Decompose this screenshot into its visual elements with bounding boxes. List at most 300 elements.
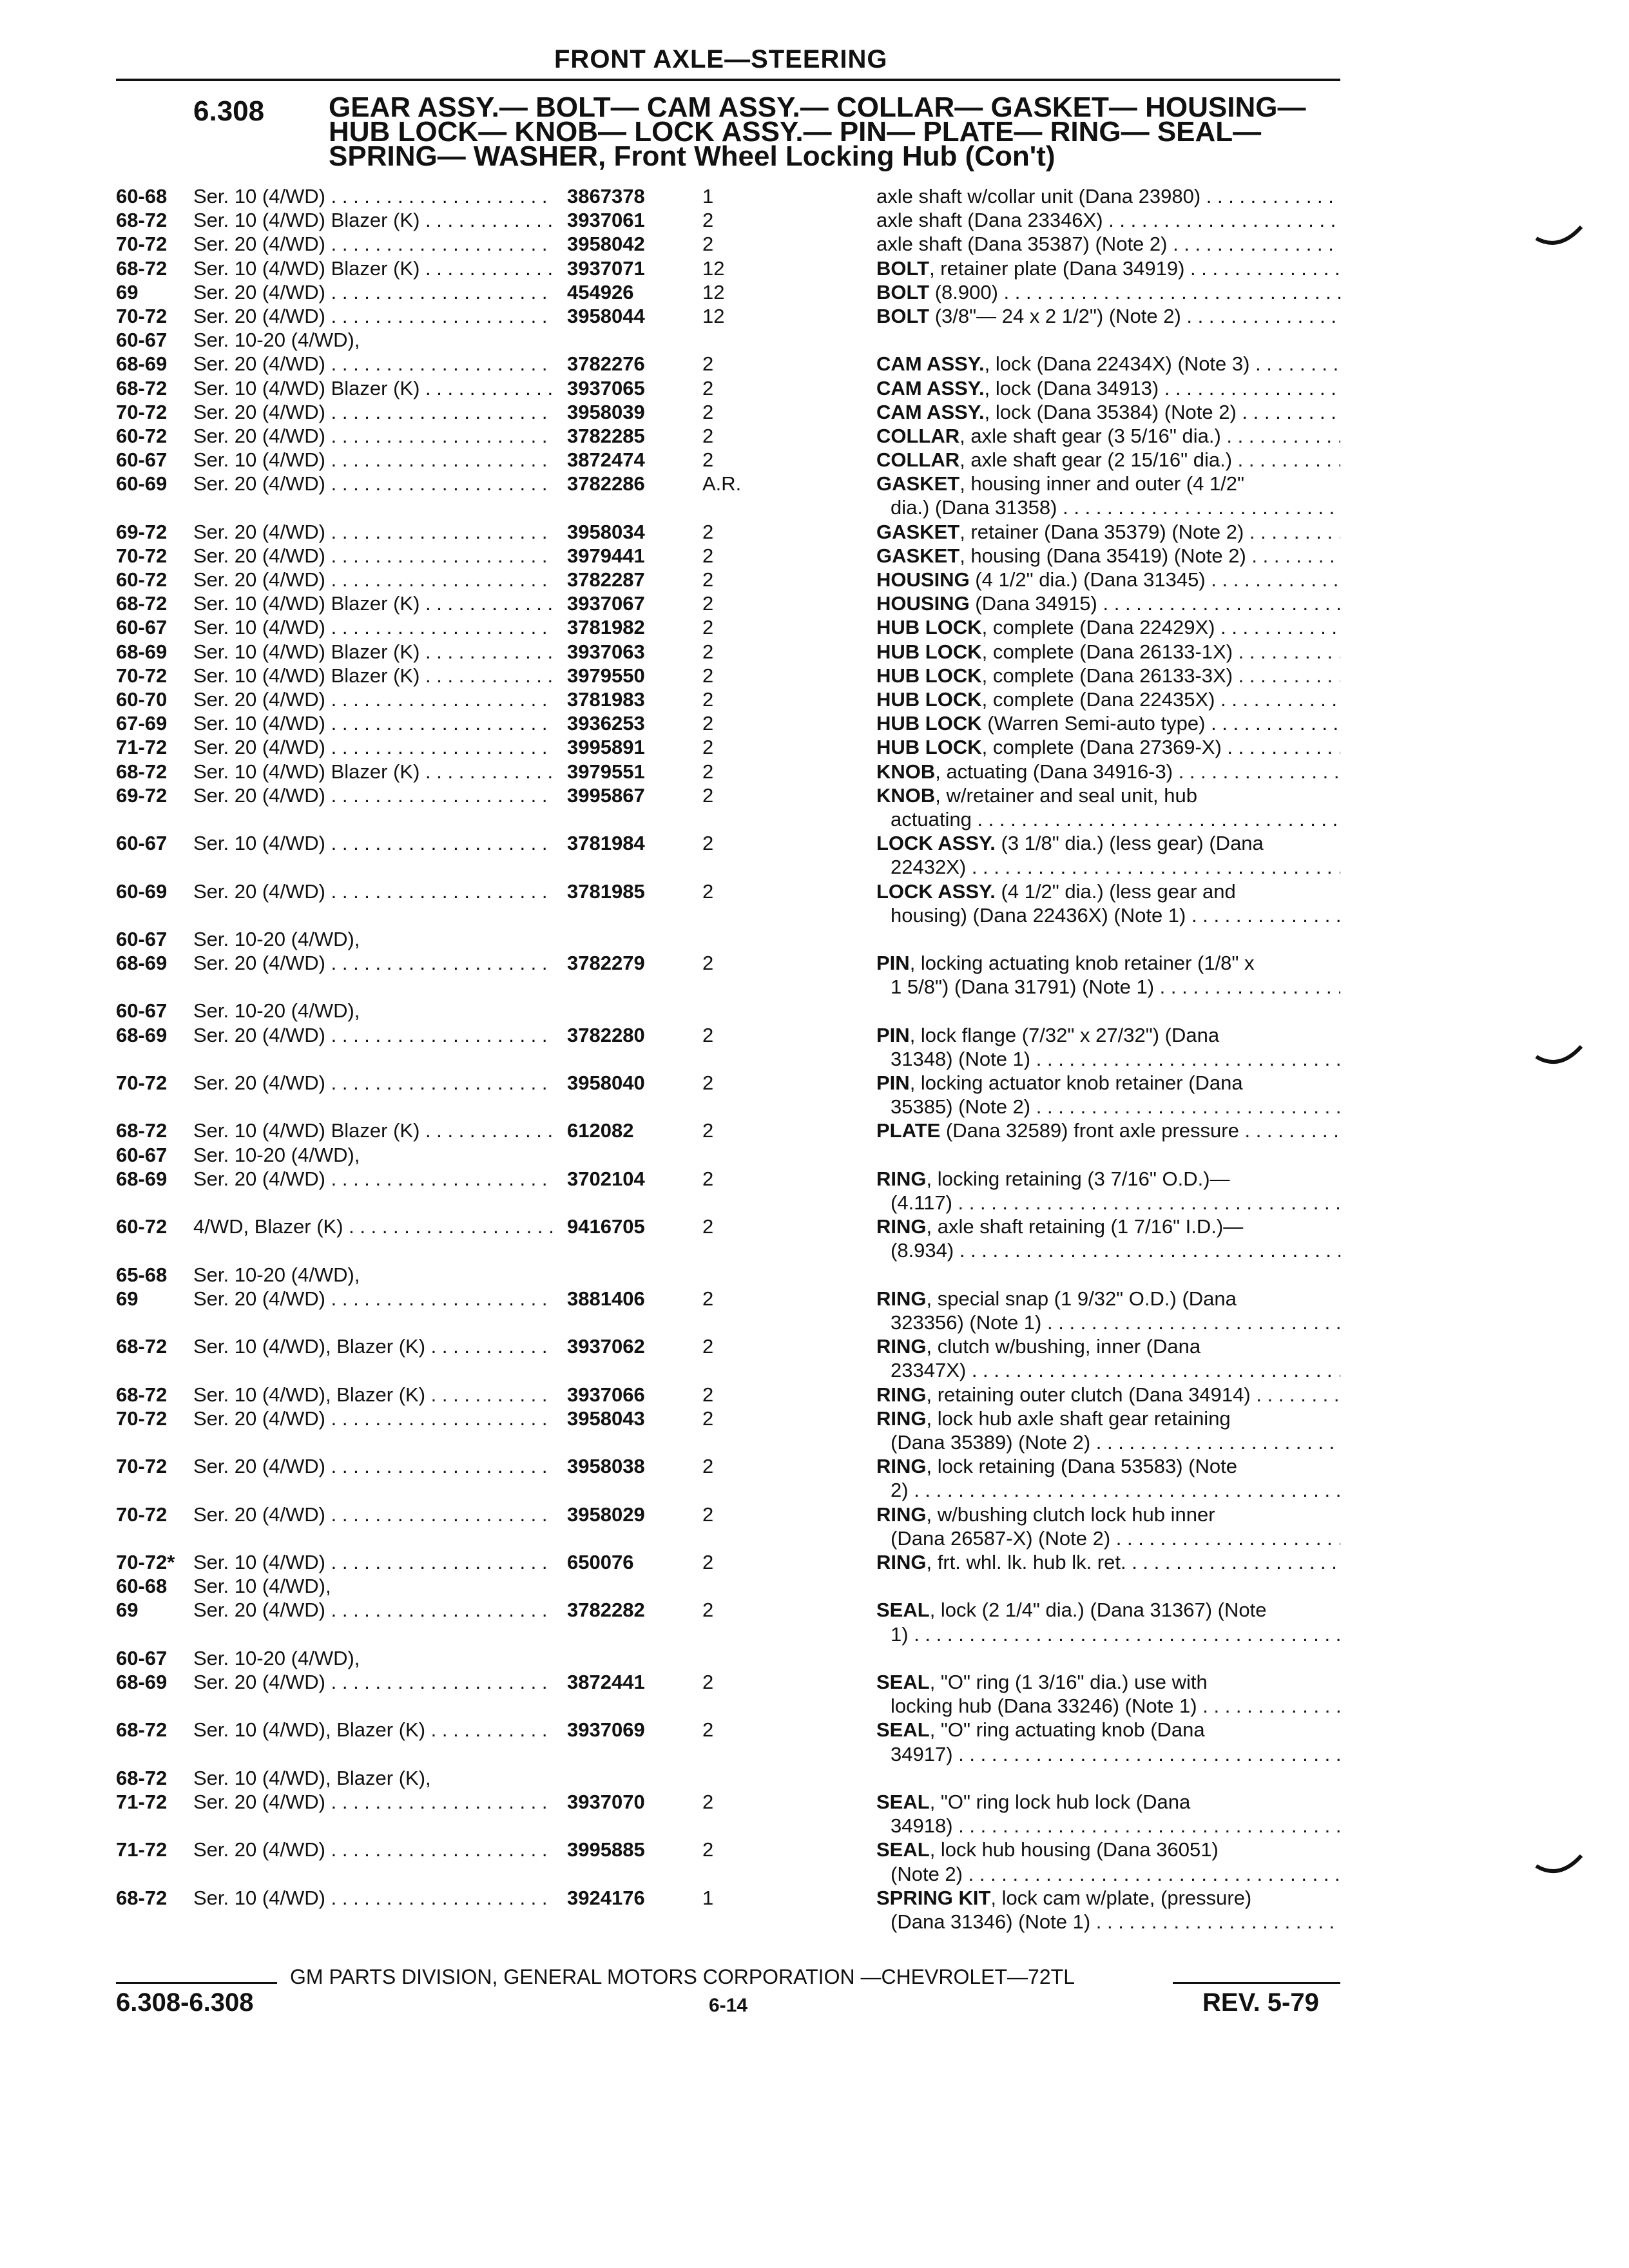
part-number: 3995891 xyxy=(567,736,645,759)
description-text: , frt. whl. lk. hub lk. ret. xyxy=(926,1550,1126,1573)
part-description xyxy=(876,1454,1340,1502)
description-text: 1 5/8") (Dana 31791) (Note 1) xyxy=(891,975,1155,999)
part-year: 69 xyxy=(116,280,139,303)
part-year: 68-72 xyxy=(116,760,168,783)
part-quantity: A.R. xyxy=(702,472,742,495)
part-quantity: 2 xyxy=(702,1599,714,1622)
part-model xyxy=(193,1790,554,1814)
description-line xyxy=(876,184,1340,208)
description-line xyxy=(876,615,1340,639)
part-name: HOUSING xyxy=(876,568,970,591)
part-year: 60-67 xyxy=(116,999,168,1023)
part-year: 60-67 xyxy=(116,1143,168,1166)
part-model-text: Ser. 20 (4/WD) xyxy=(193,304,325,327)
part-quantity: 12 xyxy=(702,304,725,327)
part-model xyxy=(193,400,554,424)
part-quantity: 2 xyxy=(702,352,714,376)
part-quantity: 2 xyxy=(702,544,714,567)
description-line xyxy=(876,1862,1340,1886)
part-description xyxy=(876,879,1340,927)
part-model-text: Ser. 10-20 (4/WD), xyxy=(193,329,360,352)
description-text: 23347X) xyxy=(891,1359,967,1382)
part-entry xyxy=(116,783,1340,831)
part-description xyxy=(876,831,1340,879)
margin-check-mark xyxy=(1534,1037,1585,1076)
part-model xyxy=(193,1550,554,1574)
part-entry xyxy=(116,1119,1340,1142)
part-entry xyxy=(116,1766,1340,1838)
description-line xyxy=(876,448,1340,472)
part-year: 60-68 xyxy=(116,1575,168,1598)
part-number: 3702104 xyxy=(567,1167,645,1190)
footer-publisher: GM PARTS DIVISION, GENERAL MOTORS CORPORATION —CHEVROLET—72TL xyxy=(290,1965,1075,1988)
part-number: 3937063 xyxy=(567,640,645,663)
part-name: GASKET xyxy=(876,520,960,543)
part-entry xyxy=(116,1071,1340,1119)
description-text: , locking actuator knob retainer (Dana xyxy=(909,1072,1243,1095)
part-description xyxy=(876,735,1340,759)
part-number: 9416705 xyxy=(567,1215,645,1238)
description-text: (Dana 26587-X) (Note 2) xyxy=(891,1526,1111,1550)
part-model-text: Ser. 10-20 (4/WD), xyxy=(193,999,360,1023)
part-description xyxy=(876,232,1340,256)
part-model xyxy=(193,424,554,448)
description-text: , housing (Dana 35419) (Note 2) xyxy=(959,544,1246,567)
part-model-text: Ser. 10 (4/WD) Blazer (K) xyxy=(193,256,420,280)
part-entry xyxy=(116,280,1340,304)
part-number: 3781984 xyxy=(567,832,645,855)
part-year: 69 xyxy=(116,1599,139,1622)
part-description xyxy=(876,1550,1340,1574)
part-entry xyxy=(116,760,1340,783)
part-entry xyxy=(116,664,1340,687)
part-year: 70-72 xyxy=(116,544,168,567)
part-model xyxy=(193,591,554,615)
part-entry xyxy=(116,424,1340,448)
part-model xyxy=(193,1766,554,1790)
part-number: 3937065 xyxy=(567,376,645,399)
section-title-line: HUB LOCK— KNOB— LOCK ASSY.— PIN— PLATE— RING— SEAL— xyxy=(329,116,1262,148)
description-text: axle shaft w/collar unit (Dana 23980) xyxy=(876,185,1201,207)
part-description xyxy=(876,760,1340,783)
part-year: 68-72 xyxy=(116,1119,168,1142)
part-number: 3979551 xyxy=(567,760,645,783)
part-quantity: 12 xyxy=(702,256,725,280)
part-model-text: Ser. 10 (4/WD) xyxy=(193,712,325,735)
description-line xyxy=(876,1287,1340,1311)
part-quantity: 2 xyxy=(702,424,714,447)
description-line xyxy=(876,328,1340,352)
part-model xyxy=(193,1287,554,1311)
part-name: HUB LOCK xyxy=(876,640,982,663)
part-number: 3958040 xyxy=(567,1072,645,1095)
part-year: 71-72 xyxy=(116,736,168,759)
part-model-text: Ser. 10 (4/WD) Blazer (K) xyxy=(193,760,420,783)
description-line xyxy=(876,999,1340,1023)
description-line xyxy=(876,711,1340,735)
part-year: 67-69 xyxy=(116,712,168,735)
part-number: 3782282 xyxy=(567,1599,645,1622)
part-model xyxy=(193,352,554,376)
part-description xyxy=(876,520,1340,544)
part-year: 68-72 xyxy=(116,1766,168,1789)
part-model xyxy=(193,687,554,711)
part-description xyxy=(876,376,1340,400)
description-line xyxy=(876,1454,1340,1478)
part-model-text: Ser. 20 (4/WD) xyxy=(193,1287,325,1310)
part-number: 3937066 xyxy=(567,1383,645,1406)
part-name: GASKET xyxy=(876,544,960,567)
part-model-text: Ser. 10 (4/WD) xyxy=(193,616,325,639)
description-line xyxy=(876,1718,1340,1742)
description-text: , retainer plate (Dana 34919) xyxy=(929,256,1185,280)
part-description xyxy=(876,1766,1340,1838)
part-model-text: Ser. 20 (4/WD) xyxy=(193,1790,325,1813)
description-line xyxy=(876,1263,1340,1287)
part-model xyxy=(193,1334,554,1358)
description-line xyxy=(876,1694,1340,1718)
description-text: (Note 2) xyxy=(891,1862,963,1885)
part-description xyxy=(876,1646,1340,1718)
part-model xyxy=(193,760,554,783)
part-model-text: Ser. 20 (4/WD) xyxy=(193,424,325,447)
part-year: 60-72 xyxy=(116,568,168,591)
part-entry xyxy=(116,1215,1340,1262)
description-line xyxy=(876,903,1340,927)
section-number: 6.308 xyxy=(193,95,265,127)
part-name: LOCK ASSY. xyxy=(876,879,996,903)
part-year: 69-72 xyxy=(116,783,168,807)
part-entry xyxy=(116,520,1340,544)
part-model xyxy=(193,711,554,735)
parts-list xyxy=(116,184,1340,1934)
description-line xyxy=(876,1215,1340,1238)
part-description xyxy=(876,1574,1340,1646)
part-model xyxy=(193,256,554,280)
margin-check-mark xyxy=(1534,1848,1585,1887)
part-name: CAM ASSY. xyxy=(876,400,985,423)
part-description xyxy=(876,711,1340,735)
part-model-text: Ser. 20 (4/WD) xyxy=(193,472,325,495)
part-model xyxy=(193,951,554,975)
description-text: , housing inner and outer (4 1/2" xyxy=(959,472,1245,495)
description-text: dia.) (Dana 31358) xyxy=(891,496,1057,519)
part-model xyxy=(193,1143,554,1167)
part-model xyxy=(193,1886,554,1910)
part-year: 68-69 xyxy=(116,952,168,975)
description-line xyxy=(876,400,1340,424)
part-name: CAM ASSY. xyxy=(876,352,985,376)
part-model xyxy=(193,664,554,687)
description-line xyxy=(876,495,1340,519)
part-quantity: 1 xyxy=(702,185,714,207)
part-quantity: 2 xyxy=(702,1455,714,1478)
part-entry xyxy=(116,184,1340,208)
part-model xyxy=(193,1838,554,1861)
part-name: HUB LOCK xyxy=(876,616,982,639)
part-model-text: Ser. 10-20 (4/WD), xyxy=(193,927,360,950)
part-quantity: 2 xyxy=(702,376,714,399)
part-quantity: 2 xyxy=(702,233,714,256)
part-model xyxy=(193,208,554,232)
part-model xyxy=(193,927,554,951)
part-quantity: 2 xyxy=(702,1503,714,1526)
part-quantity: 2 xyxy=(702,1838,714,1861)
description-text: , axle shaft gear (3 5/16" dia.) xyxy=(959,424,1221,447)
part-number: 3867378 xyxy=(567,185,645,207)
part-entry xyxy=(116,615,1340,639)
part-year: 60-69 xyxy=(116,879,168,903)
description-line xyxy=(876,376,1340,400)
description-text: 323356) (Note 1) xyxy=(891,1311,1042,1334)
description-line xyxy=(876,1646,1340,1670)
description-text: (8.934) xyxy=(891,1239,954,1262)
part-entry xyxy=(116,879,1340,927)
part-model xyxy=(193,879,554,903)
part-description xyxy=(876,1838,1340,1885)
part-model-text: Ser. 10 (4/WD), Blazer (K) xyxy=(193,1718,426,1742)
part-quantity: 2 xyxy=(702,1215,714,1238)
part-name: GASKET xyxy=(876,472,960,495)
part-number: 3881406 xyxy=(567,1287,645,1310)
description-text: (8.900) xyxy=(929,280,998,303)
description-text: (Dana 34915) xyxy=(969,592,1097,615)
part-model xyxy=(193,831,554,855)
part-model-text: Ser. 20 (4/WD) xyxy=(193,352,325,376)
footer-rule-right xyxy=(1173,1982,1340,1984)
part-quantity: 2 xyxy=(702,1407,714,1430)
part-number: 3782280 xyxy=(567,1023,645,1046)
part-name: KNOB xyxy=(876,783,936,807)
part-quantity: 2 xyxy=(702,687,714,711)
part-name: BOLT xyxy=(876,280,930,303)
part-year: 60-69 xyxy=(116,472,168,495)
part-model-text: Ser. 10 (4/WD) Blazer (K) xyxy=(193,640,420,663)
part-number: 3782276 xyxy=(567,352,645,376)
part-entry xyxy=(116,1383,1340,1407)
description-text: , complete (Dana 22429X) xyxy=(981,616,1215,639)
part-name: RING xyxy=(876,1167,927,1190)
part-description xyxy=(876,1407,1340,1454)
part-number: 3958034 xyxy=(567,520,645,543)
part-model xyxy=(193,615,554,639)
part-description xyxy=(876,687,1340,711)
footer-revision: REV. 5-79 xyxy=(1202,1988,1319,2017)
description-line xyxy=(876,1119,1340,1142)
part-entry xyxy=(116,448,1340,472)
description-line xyxy=(876,424,1340,448)
part-description xyxy=(876,1718,1340,1765)
description-line xyxy=(876,232,1340,256)
part-year: 70-72 xyxy=(116,1503,168,1526)
part-entry xyxy=(116,208,1340,232)
part-quantity: 2 xyxy=(702,1550,714,1573)
part-quantity: 2 xyxy=(702,783,714,807)
part-year: 70-72* xyxy=(116,1550,175,1573)
part-entry xyxy=(116,568,1340,591)
part-number: 3782287 xyxy=(567,568,645,591)
part-number: 3995867 xyxy=(567,783,645,807)
description-text: , retainer (Dana 35379) (Note 2) xyxy=(959,520,1244,543)
part-model xyxy=(193,735,554,759)
description-line xyxy=(876,1095,1340,1119)
description-text: locking hub (Dana 33246) (Note 1) xyxy=(891,1695,1197,1718)
part-model-text: Ser. 20 (4/WD) xyxy=(193,1670,325,1693)
description-line xyxy=(876,1383,1340,1407)
description-line xyxy=(876,1311,1340,1334)
part-description xyxy=(876,1334,1340,1382)
part-name: RING xyxy=(876,1335,927,1358)
description-line xyxy=(876,520,1340,544)
part-entry xyxy=(116,1886,1340,1934)
part-name: SEAL xyxy=(876,1718,930,1742)
part-entry xyxy=(116,591,1340,615)
part-description xyxy=(876,448,1340,472)
part-quantity: 2 xyxy=(702,1119,714,1142)
description-text: , w/bushing clutch lock hub inner xyxy=(926,1503,1215,1526)
footer-page-number: 6-14 xyxy=(709,1995,748,2016)
part-name: HUB LOCK xyxy=(876,664,982,687)
part-model xyxy=(193,1263,554,1287)
part-quantity: 2 xyxy=(702,209,714,232)
description-line xyxy=(876,1047,1340,1071)
description-text: , complete (Dana 22435X) xyxy=(981,687,1215,711)
part-number: 3781985 xyxy=(567,879,645,903)
description-text: (Dana 35389) (Note 2) xyxy=(891,1431,1091,1454)
description-text: actuating xyxy=(891,807,972,831)
part-name: SEAL xyxy=(876,1599,930,1622)
description-line xyxy=(876,1167,1340,1191)
part-number: 3937061 xyxy=(567,209,645,232)
part-description xyxy=(876,1071,1340,1119)
part-quantity: 2 xyxy=(702,592,714,615)
part-number: 3781983 xyxy=(567,687,645,711)
part-year: 60-72 xyxy=(116,1215,168,1238)
part-quantity: 2 xyxy=(702,1023,714,1046)
part-description xyxy=(876,544,1340,568)
part-year: 68-69 xyxy=(116,1023,168,1046)
description-line xyxy=(876,927,1340,951)
part-description xyxy=(876,568,1340,591)
description-text: , locking actuating knob retainer (1/8" x xyxy=(909,952,1255,975)
part-name: BOLT xyxy=(876,304,930,327)
description-line xyxy=(876,855,1340,879)
part-year: 70-72 xyxy=(116,1407,168,1430)
description-text: , complete (Dana 26133-3X) xyxy=(981,664,1233,687)
part-name: SEAL xyxy=(876,1790,930,1813)
description-text: (3/8"— 24 x 2 1/2") (Note 2) xyxy=(929,304,1181,327)
part-year: 68-72 xyxy=(116,1886,168,1909)
part-model xyxy=(193,640,554,664)
description-line xyxy=(876,1814,1340,1838)
part-year: 68-69 xyxy=(116,1167,168,1190)
description-text: , lock cam w/plate, (pressure) xyxy=(990,1886,1252,1909)
description-text: 34917) xyxy=(891,1742,953,1765)
description-line xyxy=(876,544,1340,568)
part-name: RING xyxy=(876,1550,927,1573)
part-entry xyxy=(116,256,1340,280)
part-year: 68-72 xyxy=(116,376,168,399)
part-year: 71-72 xyxy=(116,1790,168,1813)
part-name: PIN xyxy=(876,1023,910,1046)
part-model-text: Ser. 20 (4/WD) xyxy=(193,879,325,903)
description-line xyxy=(876,1071,1340,1095)
part-name: SPRING KIT xyxy=(876,1886,991,1909)
part-model xyxy=(193,232,554,256)
part-model xyxy=(193,1215,554,1238)
part-model-text: Ser. 10 (4/WD) Blazer (K) xyxy=(193,664,420,687)
description-line xyxy=(876,1574,1340,1598)
part-year: 60-68 xyxy=(116,185,168,207)
description-text: housing) (Dana 22436X) (Note 1) xyxy=(891,903,1186,927)
description-line xyxy=(876,975,1340,999)
description-text: , lock retaining (Dana 53583) (Note xyxy=(926,1455,1237,1478)
part-year: 71-72 xyxy=(116,1838,168,1861)
part-name: HOUSING xyxy=(876,592,970,615)
description-text: axle shaft (Dana 35387) (Note 2) xyxy=(876,233,1168,256)
part-model xyxy=(193,544,554,568)
part-year: 68-72 xyxy=(116,209,168,232)
part-entry xyxy=(116,304,1340,328)
part-year: 68-72 xyxy=(116,1718,168,1742)
description-text: , lock (Dana 35384) (Note 2) xyxy=(984,400,1237,423)
part-year: 70-72 xyxy=(116,1072,168,1095)
part-entry xyxy=(116,1646,1340,1718)
part-model-text: Ser. 20 (4/WD) xyxy=(193,1455,325,1478)
part-quantity: 2 xyxy=(702,879,714,903)
part-description xyxy=(876,1503,1340,1550)
description-text: (4 1/2" dia.) (less gear and xyxy=(995,879,1236,903)
description-text: , lock hub axle shaft gear retaining xyxy=(926,1407,1231,1430)
part-year: 70-72 xyxy=(116,664,168,687)
part-description xyxy=(876,1143,1340,1215)
part-entry xyxy=(116,1550,1340,1574)
part-model xyxy=(193,1454,554,1478)
description-line xyxy=(876,783,1340,807)
part-model-text: Ser. 10 (4/WD) Blazer (K) xyxy=(193,209,420,232)
part-name: PIN xyxy=(876,952,910,975)
description-text: , complete (Dana 26133-1X) xyxy=(981,640,1233,663)
part-model xyxy=(193,1023,554,1047)
part-quantity: 2 xyxy=(702,1287,714,1310)
part-name: PIN xyxy=(876,1072,910,1095)
description-line xyxy=(876,1143,1340,1167)
margin-check-mark xyxy=(1534,219,1585,258)
part-name: HUB LOCK xyxy=(876,687,982,711)
description-text: (Dana 31346) (Note 1) xyxy=(891,1910,1091,1933)
description-text: , lock flange (7/32" x 27/32") (Dana xyxy=(909,1023,1220,1046)
description-line xyxy=(876,1622,1340,1646)
part-quantity: 2 xyxy=(702,712,714,735)
part-model xyxy=(193,568,554,591)
part-name: BOLT xyxy=(876,256,930,280)
description-line xyxy=(876,568,1340,591)
part-number: 3782285 xyxy=(567,424,645,447)
part-quantity: 2 xyxy=(702,760,714,783)
description-line xyxy=(876,256,1340,280)
part-model xyxy=(193,472,554,495)
part-description xyxy=(876,184,1340,208)
part-number: 3958029 xyxy=(567,1503,645,1526)
description-line xyxy=(876,1598,1340,1622)
part-year: 70-72 xyxy=(116,233,168,256)
description-line xyxy=(876,472,1340,495)
description-text: 35385) (Note 2) xyxy=(891,1095,1031,1119)
part-model-text: Ser. 10 (4/WD) xyxy=(193,832,325,855)
part-year: 68-72 xyxy=(116,256,168,280)
description-text: , lock (Dana 22434X) (Note 3) xyxy=(984,352,1250,376)
part-name: CAM ASSY. xyxy=(876,376,985,399)
